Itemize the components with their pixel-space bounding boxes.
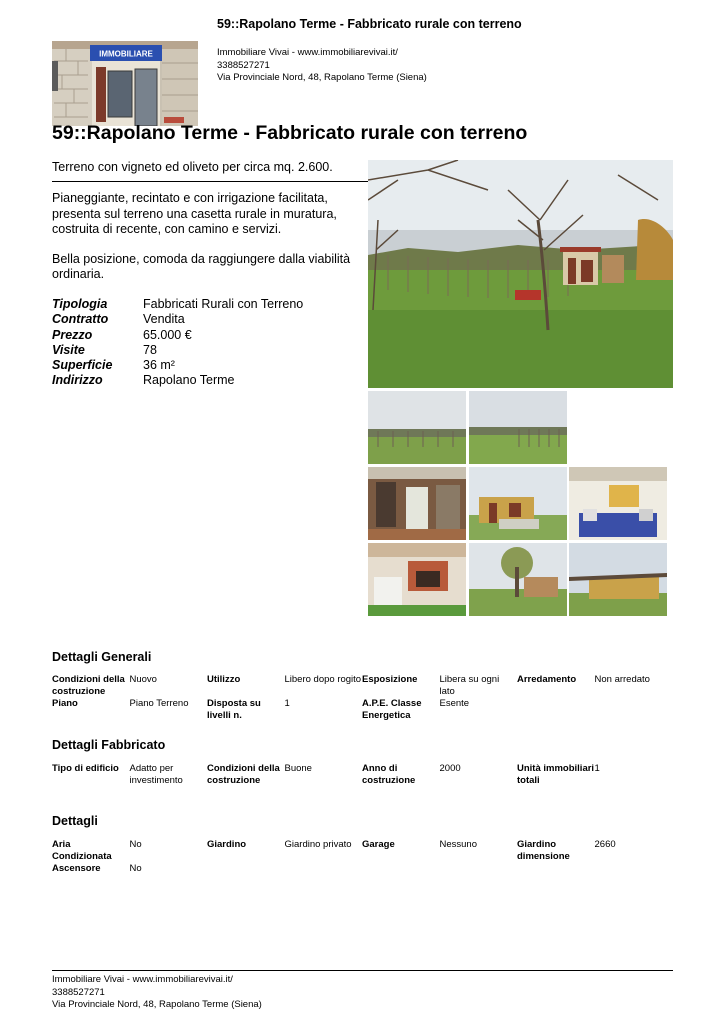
details-row [52,839,672,863]
detail-value: Libero dopo rogito [284,674,362,685]
section-title-fabbricato: Dettagli Fabbricato [52,738,166,752]
footer-agency-line: Immobiliare Vivai - www.immobiliarevivai.it/ [52,974,233,985]
detail-value: Giardino privato [284,839,352,850]
property-value: 36 m² [143,358,175,373]
property-value: Rapolano Terme [143,373,235,388]
property-value: Vendita [143,312,185,327]
detail-value: Piano Terreno [129,698,189,709]
detail-label: Esposizione [362,674,418,685]
thumbnail-photo [368,391,466,464]
thumbnail-photo [569,467,667,540]
details-row [52,763,672,787]
detail-value: Nessuno [439,839,477,850]
detail-label [207,863,285,875]
details-table-dettagli [52,839,672,875]
detail-label: Garage [362,839,395,850]
listing-intro: Terreno con vigneto ed oliveto per circa mq. 2.600. [52,160,333,174]
description-paragraph: Pianeggiante, recintato e con irrigazione facilitata, presenta sul terreno una casetta rurale in muratura, costruita di recente, con camino e servizi. [52,191,337,236]
thumbnail-photo [469,543,567,616]
property-label: Tipologia [52,297,108,311]
properties-table [52,297,303,389]
thumbnail-photo [469,391,567,464]
property-label: Superficie [52,358,113,373]
detail-value: 1 [594,763,600,774]
details-table-generali [52,674,672,722]
footer-contact [52,974,262,1012]
detail-label: Giardino dimensione [517,839,570,862]
property-value: 65.000 € [143,327,192,342]
property-value: 78 [143,342,157,357]
property-row [52,343,303,358]
details-table-fabbricato [52,763,672,787]
logo-sign-text: IMMOBILIARE [99,49,153,59]
property-label: Indirizzo [52,373,103,388]
thumbnail-photo [469,467,567,540]
property-row [52,312,303,327]
detail-value: Buone [284,763,312,774]
footer-address: Via Provinciale Nord, 48, Rapolano Terme (Siena) [52,999,262,1010]
detail-label: Ascensore [52,863,101,874]
detail-value: No [129,839,142,850]
details-row [52,698,672,722]
listing-title: 59::Rapolano Terme - Fabbricato rurale con terreno [52,122,528,144]
property-row [52,328,303,343]
detail-value: Adatto per investimento [129,763,183,786]
detail-label: Anno di costruzione [362,763,416,786]
listing-description [52,191,357,297]
agency-address: Via Provinciale Nord, 48, Rapolano Terme (Siena) [217,72,427,83]
header-title: 59::Rapolano Terme - Fabbricato rurale con terreno [217,17,522,31]
detail-label: Utilizzo [207,674,241,685]
agency-phone: 3388527271 [217,59,270,71]
property-row [52,297,303,312]
detail-value: Libera su ogni lato [439,674,500,697]
thumbnail-photo [569,543,667,616]
footer-divider [52,970,673,971]
section-title-generali: Dettagli Generali [52,650,152,664]
detail-label [517,698,595,722]
detail-label [517,863,595,875]
divider [52,181,368,182]
detail-value: 1 [284,698,290,709]
detail-label: Disposta su livelli n. [207,698,261,721]
property-label: Contratto [52,312,109,327]
detail-value: 2000 [439,763,461,774]
footer-phone: 3388527271 [52,986,105,998]
agency-line: Immobiliare Vivai - www.immobiliarevivai.it/ [217,47,398,58]
property-row [52,358,303,373]
property-row [52,373,303,388]
property-label: Prezzo [52,327,93,342]
detail-label: Tipo di edificio [52,763,119,774]
description-paragraph: Bella posizione, comoda da raggiungere dalla viabilità ordinaria. [52,251,351,281]
detail-value: Non arredato [594,674,650,685]
detail-value [285,863,363,875]
detail-label: Giardino [207,839,247,850]
detail-label: Unità immobiliari totali [517,763,595,786]
detail-value: 2660 [594,839,616,850]
detail-label: A.P.E. Classe Energetica [362,698,422,721]
main-property-photo [368,160,673,388]
detail-label: Arredamento [517,674,577,685]
property-label: Visite [52,342,85,357]
detail-value [440,863,518,875]
detail-value [595,698,673,722]
detail-value: Nuovo [129,674,157,685]
detail-value [595,863,673,875]
agency-storefront-photo [52,41,198,126]
details-row [52,863,672,875]
agency-contact [217,47,427,85]
thumbnail-photo [368,543,466,616]
detail-value: Esente [439,698,470,709]
thumbnail-photo [368,467,466,540]
details-row [52,674,672,698]
detail-label: Condizioni della costruzione [52,674,125,697]
detail-label: Condizioni della costruzione [207,763,280,786]
detail-value: No [129,863,142,874]
detail-label [362,863,440,875]
detail-label: Piano [52,698,78,709]
section-title-dettagli: Dettagli [52,814,98,828]
property-value: Fabbricati Rurali con Terreno [143,297,304,311]
detail-label: Aria Condizionata [52,839,112,862]
